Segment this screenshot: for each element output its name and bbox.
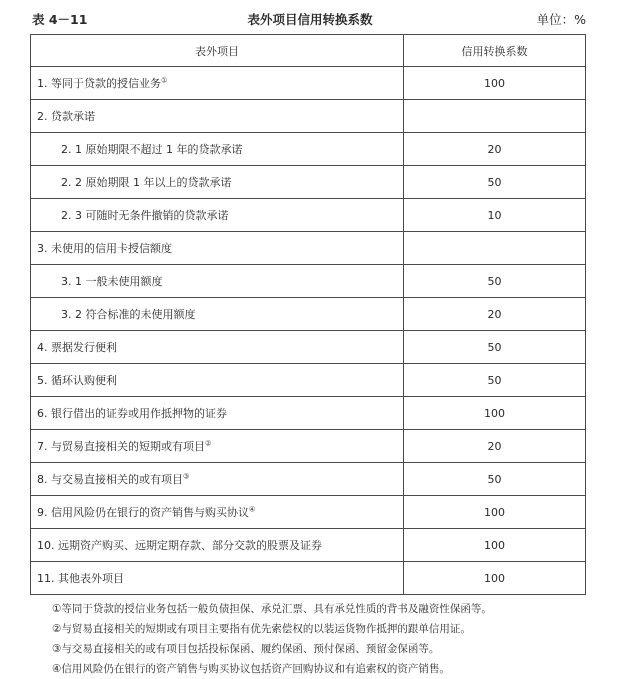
unit-label: 单位：% — [536, 12, 586, 27]
row-item-label: 4. 票据发行便利 — [37, 341, 117, 354]
footnote-line: ③与交易直接相关的或有项目包括投标保函、履约保函、预付保函、预留金保函等。 — [52, 643, 440, 655]
table-title: 表外项目信用转换系数 — [247, 12, 373, 27]
footnote-line: ②与贸易直接相关的短期或有项目主要指有优先索偿权的以装运货物作抵押的跟单信用证。 — [52, 623, 471, 635]
row-item-label: 3. 2 符合标准的未使用额度 — [61, 308, 196, 321]
row-factor-value: 100 — [404, 67, 586, 100]
table-row — [31, 562, 586, 595]
footnote-line: ④信用风险仍在银行的资产销售与购买协议包括资产回购协议和有追索权的资产销售。 — [52, 663, 450, 675]
row-item-cell — [31, 430, 404, 463]
row-item-label: 3. 未使用的信用卡授信额度 — [37, 242, 172, 255]
row-item-cell — [31, 67, 404, 100]
row-factor-value: 50 — [404, 463, 586, 496]
row-item-cell — [31, 232, 404, 265]
table-row — [31, 496, 586, 529]
row-item-label: 3. 1 一般未使用额度 — [61, 275, 163, 288]
row-item-label: 2. 贷款承诺 — [37, 110, 95, 123]
row-factor-value: 50 — [404, 364, 586, 397]
row-factor-value: 100 — [404, 397, 586, 430]
row-item-cell — [31, 397, 404, 430]
table-row — [31, 199, 586, 232]
table-row — [31, 232, 586, 265]
row-item-cell — [31, 331, 404, 364]
table-row — [31, 67, 586, 100]
table-row — [31, 529, 586, 562]
row-item-label: 2. 3 可随时无条件撤销的贷款承诺 — [61, 209, 229, 222]
table-row — [31, 265, 586, 298]
row-factor-value: 50 — [404, 331, 586, 364]
row-factor-value: 50 — [404, 265, 586, 298]
row-item-cell — [31, 265, 404, 298]
table-row — [31, 331, 586, 364]
row-item-cell — [31, 199, 404, 232]
footnote-marker: ② — [205, 439, 212, 448]
row-item-label: 9. 信用风险仍在银行的资产销售与购买协议 — [37, 506, 249, 519]
table-caption — [30, 10, 590, 28]
footnotes — [52, 599, 492, 679]
row-item-label: 11. 其他表外项目 — [37, 572, 124, 585]
row-factor-value — [404, 100, 586, 133]
row-factor-value: 100 — [404, 496, 586, 529]
row-item-cell — [31, 529, 404, 562]
footnote-line: ①等同于贷款的授信业务包括一般负债担保、承兑汇票、具有承兑性质的背书及融资性保函等。 — [52, 603, 492, 615]
table-row — [31, 100, 586, 133]
footnote-marker: ④ — [249, 505, 256, 514]
row-factor-value — [404, 232, 586, 265]
row-factor-value: 100 — [404, 562, 586, 595]
table-number: 表 4－11 — [32, 12, 88, 27]
row-item-cell — [31, 298, 404, 331]
table-row — [31, 298, 586, 331]
row-item-label: 8. 与交易直接相关的或有项目 — [37, 473, 183, 486]
row-factor-value: 100 — [404, 529, 586, 562]
row-item-cell — [31, 166, 404, 199]
table-row — [31, 133, 586, 166]
row-item-label: 6. 银行借出的证券或用作抵押物的证券 — [37, 407, 227, 420]
row-item-cell — [31, 100, 404, 133]
row-item-label: 5. 循环认购便利 — [37, 374, 117, 387]
row-item-cell — [31, 133, 404, 166]
table-row — [31, 364, 586, 397]
row-item-label: 7. 与贸易直接相关的短期或有项目 — [37, 440, 205, 453]
row-item-cell — [31, 463, 404, 496]
table-row — [31, 463, 586, 496]
row-item-label: 10. 远期资产购买、远期定期存款、部分交款的股票及证券 — [37, 539, 322, 552]
row-factor-value: 20 — [404, 298, 586, 331]
row-factor-value: 50 — [404, 166, 586, 199]
table-row — [31, 166, 586, 199]
row-item-label: 2. 1 原始期限不超过 1 年的贷款承诺 — [61, 143, 243, 156]
footnote-marker: ③ — [183, 472, 190, 481]
footnote-marker: ① — [161, 76, 168, 85]
table-row — [31, 430, 586, 463]
column-header-factor: 信用转换系数 — [404, 35, 586, 67]
row-item-cell — [31, 496, 404, 529]
row-item-cell — [31, 364, 404, 397]
row-item-label: 2. 2 原始期限 1 年以上的贷款承诺 — [61, 176, 232, 189]
table-header-row — [31, 35, 586, 67]
table-row — [31, 397, 586, 430]
row-factor-value: 10 — [404, 199, 586, 232]
table-body — [31, 67, 586, 595]
row-item-label: 1. 等同于贷款的授信业务 — [37, 77, 161, 90]
column-header-item: 表外项目 — [31, 35, 404, 67]
row-item-cell — [31, 562, 404, 595]
row-factor-value: 20 — [404, 133, 586, 166]
row-factor-value: 20 — [404, 430, 586, 463]
conversion-factor-table — [30, 34, 586, 595]
